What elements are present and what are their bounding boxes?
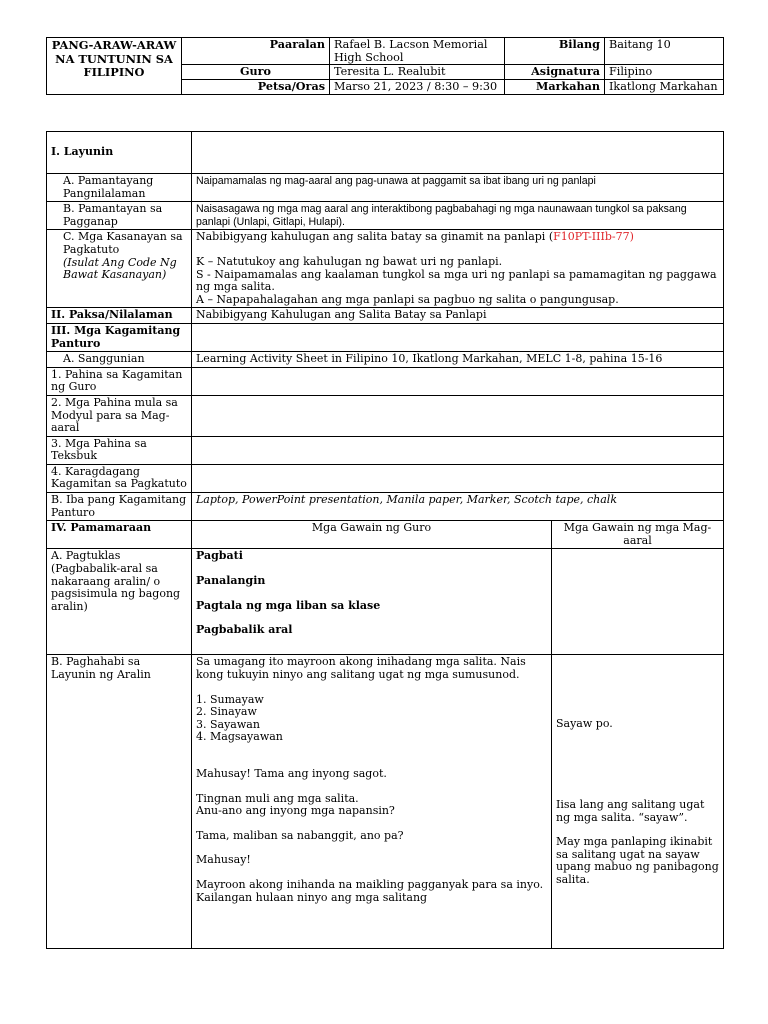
paksa-label: II. Paksa/Nilalaman	[47, 308, 192, 324]
teacher-remark-1: Mahusay! Tama ang inyong sagot.	[196, 767, 387, 780]
word-list-item: 3. Sayawan	[196, 717, 260, 731]
kasanayan-value-cell	[192, 230, 724, 308]
paksa-value: Nabibigyang Kahulugan ang Salita Batay sa Panlapi	[192, 308, 724, 324]
kasanayan-label: C. Mga Kasanayan sa Pagkatuto	[63, 230, 183, 256]
paghahabi-magaaral-cell	[552, 655, 724, 949]
pamamaraan-heading: IV. Pamamaraan	[47, 521, 192, 549]
teacher-remark-3: Tama, maliban sa nabanggit, ano pa?	[196, 828, 404, 842]
bilang-value: Baitang 10	[605, 38, 724, 65]
iba-pang-kagamitan-label: B. Iba pang Kagamitang Panturo	[47, 493, 192, 521]
teacher-remark-2: Tingnan muli ang mga salita. Anu-ano ang inyong mga napansin?	[196, 791, 395, 818]
lesson-plan-table	[46, 131, 724, 949]
kasanayan-close: )	[629, 230, 634, 244]
student-answer-3: May mga panlaping ikinabit sa salitang ugat na sayaw upang mabuo ng panibagong salita.	[556, 835, 719, 886]
column-gawain-guro: Mga Gawain ng Guro	[192, 521, 552, 549]
pamantayang-pangnilalaman-value: Naipamamalas ng mag-aaral ang pag-unawa at paggamit sa ibat ibang uri ng panlapi	[192, 174, 724, 202]
word-list-item: 1. Sumayaw	[196, 692, 264, 706]
guro-label: Guro	[182, 65, 330, 80]
guro-value: Teresita L. Realubit	[330, 65, 505, 80]
paghahabi-intro: Sa umagang ito mayroon akong inihadang mga salita. Nais kong tukuyin ninyo ang salitang ugat ng mga sumusunod.	[196, 655, 526, 682]
kasanayan-value: Nabibigyang kahulugan ang salita batay sa ginamit na panlapi (	[196, 230, 554, 244]
student-answer-1: Sayaw po.	[556, 717, 613, 731]
layunin-empty-cell	[192, 132, 724, 174]
kagamitan-item-4: 4. Karagdagang Kagamitan sa Pagkatuto	[47, 464, 192, 492]
kagamitan-item-1: 1. Pahina sa Kagamitan ng Guro	[47, 367, 192, 395]
paghahabi-guro-cell	[192, 655, 552, 949]
kagamitan-item-4-value	[192, 464, 724, 492]
asignatura-value: Filipino	[605, 65, 724, 80]
kagamitan-item-1-value	[192, 367, 724, 395]
sanggunian-value: Learning Activity Sheet in Filipino 10, Ikatlong Markahan, MELC 1-8, pahina 15-16	[192, 352, 724, 368]
iba-pang-kagamitan-value: Laptop, PowerPoint presentation, Manila paper, Marker, Scotch tape, chalk	[192, 493, 724, 521]
sanggunian-label: A. Sanggunian	[47, 352, 192, 368]
petsa-value: Marso 21, 2023 / 8:30 – 9:30	[330, 80, 505, 95]
header-table	[46, 37, 724, 95]
pagtuklas-item-1: Pagbati	[196, 549, 243, 563]
column-gawain-magaaral: Mga Gawain ng mga Mag-aaral	[552, 521, 724, 549]
pagtuklas-magaaral-cell	[552, 549, 724, 655]
word-list-item: 2. Sinayaw	[196, 705, 257, 719]
asignatura-label: Asignatura	[505, 65, 605, 80]
pagtuklas-item-3: Pagtala ng mga liban sa klase	[196, 598, 381, 612]
kagamitan-empty-cell	[192, 323, 724, 351]
student-answer-2: Iisa lang ang salitang ugat ng mga salita. “sayaw”.	[556, 798, 705, 824]
paghahabi-label: B. Paghahabi sa Layunin ng Aralin	[47, 655, 192, 949]
teacher-remark-4: Mahusay!	[196, 853, 251, 867]
kagamitan-item-2-value	[192, 395, 724, 436]
kasanayan-note: (Isulat Ang Code Ng Bawat Kasanayan)	[63, 255, 177, 282]
kagamitan-item-3-value	[192, 436, 724, 464]
markahan-value: Ikatlong Markahan	[605, 80, 724, 95]
pagtuklas-item-4: Pagbabalik aral	[196, 623, 293, 637]
objective-k: K – Natutukoy ang kahulugan ng bawat uri ng panlapi.	[196, 254, 503, 268]
teacher-remark-5: Mayroon akong inihanda na maikling pagganyak para sa inyo. Kailangan hulaan ninyo ang mga salitang	[196, 877, 544, 904]
paaralan-value: Rafael B. Lacson Memorial High School	[330, 38, 505, 65]
bilang-label: Bilang	[505, 38, 605, 65]
kagamitan-item-3: 3. Mga Pahina sa Teksbuk	[47, 436, 192, 464]
pamantayang-pangnilalaman-label: A. Pamantayang Pangnilalaman	[47, 174, 192, 202]
pagtuklas-label: A. Pagtuklas (Pagbabalik-aral sa nakaraang aralin/ o pagsisimula ng bagong aralin)	[47, 549, 192, 655]
paaralan-label: Paaralan	[182, 38, 330, 65]
kasanayan-label-cell	[47, 230, 192, 308]
kagamitan-item-2: 2. Mga Pahina mula sa Modyul para sa Mag-aaral	[47, 395, 192, 436]
pamantayan-pagganap-label: B. Pamantayan sa Pagganap	[47, 202, 192, 230]
objective-a: A – Napapahalagahan ang mga panlapi sa pagbuo ng salita o pangungusap.	[196, 292, 619, 306]
pagtuklas-item-2: Panalangin	[196, 574, 266, 588]
markahan-label: Markahan	[505, 80, 605, 95]
pamantayan-pagganap-value: Naisasagawa ng mga mag aaral ang interaktibong pagbabahagi ng mga naunawaan tungkol sa paksang panlapi (Unlapi, Gitlapi, Hulapi).	[192, 202, 724, 230]
pagtuklas-guro-cell	[192, 549, 552, 655]
layunin-heading: I. Layunin	[47, 132, 192, 174]
kagamitan-heading: III. Mga Kagamitang Panturo	[47, 323, 192, 351]
objective-s: S - Naipamamalas ang kaalaman tungkol sa mga uri ng panlapi sa pamamagitan ng paggawa ng mga salita.	[196, 267, 717, 294]
document-title: PANG-ARAW-ARAW NA TUNTUNIN SA FILIPINO	[47, 38, 182, 95]
word-list-item: 4. Magsayawan	[196, 730, 283, 744]
petsa-label: Petsa/Oras	[182, 80, 330, 95]
kasanayan-code: F10PT-IIIb-77	[553, 230, 630, 244]
